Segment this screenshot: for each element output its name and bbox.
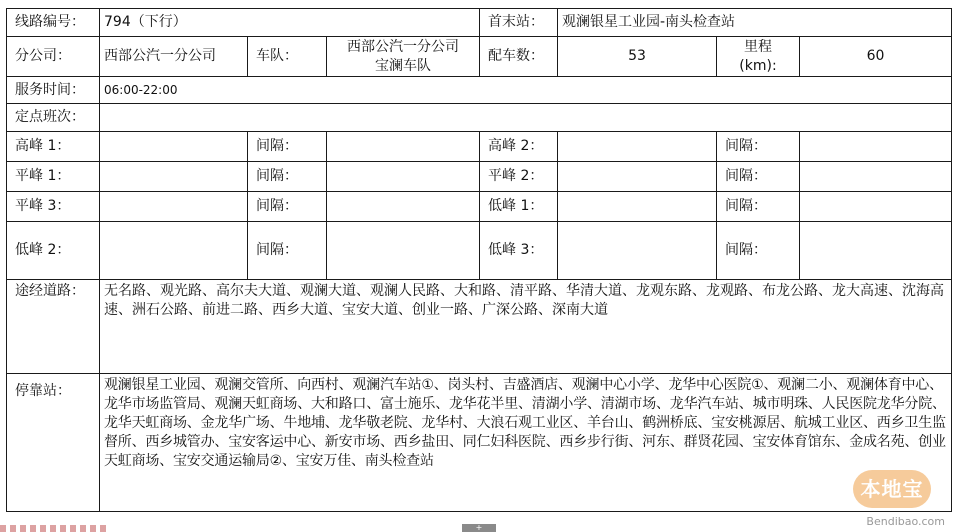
interval-time-cell: [558, 132, 717, 162]
watermark-url: Bendibao.com: [866, 515, 945, 528]
stops-label: 停靠站：: [7, 374, 100, 512]
terminal-value: 观澜银星工业园-南头检查站: [558, 9, 952, 37]
row-stops: [7, 374, 952, 512]
interval-label: 间隔：: [248, 222, 327, 280]
interval-row: [7, 222, 952, 280]
mileage-value: 60: [800, 37, 952, 77]
watermark-logo: 本地宝: [853, 470, 931, 508]
terminal-label: 首末站：: [480, 9, 558, 37]
interval-label: 间隔：: [248, 132, 327, 162]
interval-period-label: 低峰 1：: [480, 192, 558, 222]
company-label: 分公司：: [7, 37, 100, 77]
roads-label: 途经道路：: [7, 280, 100, 374]
team-label: 车队：: [248, 37, 327, 77]
fixed-trips-value: [100, 104, 952, 132]
vehicles-label: 配车数：: [480, 37, 558, 77]
interval-time-cell: [100, 192, 248, 222]
interval-label: 间隔：: [717, 222, 800, 280]
interval-value-cell: [800, 162, 952, 192]
interval-value-cell: [327, 162, 480, 192]
interval-period-label: 高峰 1：: [7, 132, 100, 162]
fixed-trips-label: 定点班次：: [7, 104, 100, 132]
interval-row: [7, 192, 952, 222]
interval-period-label: 低峰 3：: [480, 222, 558, 280]
interval-time-cell: [100, 162, 248, 192]
interval-label: 间隔：: [717, 192, 800, 222]
mileage-label: 里程(km):: [717, 37, 800, 77]
team-value: 西部公汽一分公司宝澜车队: [327, 37, 480, 77]
row-company: [7, 37, 952, 77]
interval-row: [7, 132, 952, 162]
interval-time-cell: [558, 192, 717, 222]
interval-time-cell: [100, 222, 248, 280]
route-number-label: 线路编号：: [7, 9, 100, 37]
interval-label: 间隔：: [248, 192, 327, 222]
company-value: 西部公汽一分公司: [100, 37, 248, 77]
interval-period-label: 低峰 2：: [7, 222, 100, 280]
interval-time-cell: [558, 162, 717, 192]
service-time-value: 06:00-22:00: [100, 77, 952, 104]
row-fixed-trips: [7, 104, 952, 132]
interval-value-cell: [800, 222, 952, 280]
interval-label: 间隔：: [717, 162, 800, 192]
interval-time-cell: [558, 222, 717, 280]
interval-period-label: 平峰 2：: [480, 162, 558, 192]
interval-value-cell: [327, 192, 480, 222]
interval-value-cell: [800, 132, 952, 162]
row-service-time: [7, 77, 952, 104]
stops-value: 观澜银星工业园、观澜交管所、向西村、观澜汽车站①、岗头村、吉盛酒店、观澜中心小学、龙华中心医院①、观澜二小、观澜体育中心、龙华市场监管局、观澜天虹商场、大和路口、富士施乐、龙华花半里、清湖小学、清湖市场、龙华汽车站、城市明珠、人民医院龙华分院、龙华天虹商场、金龙华广场、牛地埔、龙华敬老院、龙华村、大浪石观工业区、羊台山、鹤洲桥底、宝安桃源居、航城工业区、西乡卫生监督所、西乡城管办、宝安客运中心、新安市场、西乡盐田、同仁妇科医院、西乡步行街、河东、群贤花园、宝安体育馆东、金成名苑、创业天虹商场、宝安交通运输局②、宝安万佳、南头检查站: [100, 374, 952, 512]
interval-value-cell: [327, 222, 480, 280]
interval-label: 间隔：: [248, 162, 327, 192]
interval-row: [7, 162, 952, 192]
vehicles-value: 53: [558, 37, 717, 77]
route-info-table: [6, 8, 952, 512]
scroll-tab[interactable]: +: [462, 524, 496, 532]
interval-period-label: 平峰 3：: [7, 192, 100, 222]
interval-value-cell: [800, 192, 952, 222]
interval-value-cell: [327, 132, 480, 162]
bottom-edge-mark: [0, 525, 110, 532]
route-number-value: 794（下行）: [100, 9, 480, 37]
interval-time-cell: [100, 132, 248, 162]
roads-value: 无名路、观光路、高尔夫大道、观澜大道、观澜人民路、大和路、清平路、华清大道、龙观东路、龙观路、布龙公路、龙大高速、沈海高速、洲石公路、前进二路、西乡大道、宝安大道、创业一路、广深公路、深南大道: [100, 280, 952, 374]
interval-label: 间隔：: [717, 132, 800, 162]
interval-period-label: 平峰 1：: [7, 162, 100, 192]
row-roads: [7, 280, 952, 374]
interval-period-label: 高峰 2：: [480, 132, 558, 162]
row-route-number: [7, 9, 952, 37]
service-time-label: 服务时间：: [7, 77, 100, 104]
